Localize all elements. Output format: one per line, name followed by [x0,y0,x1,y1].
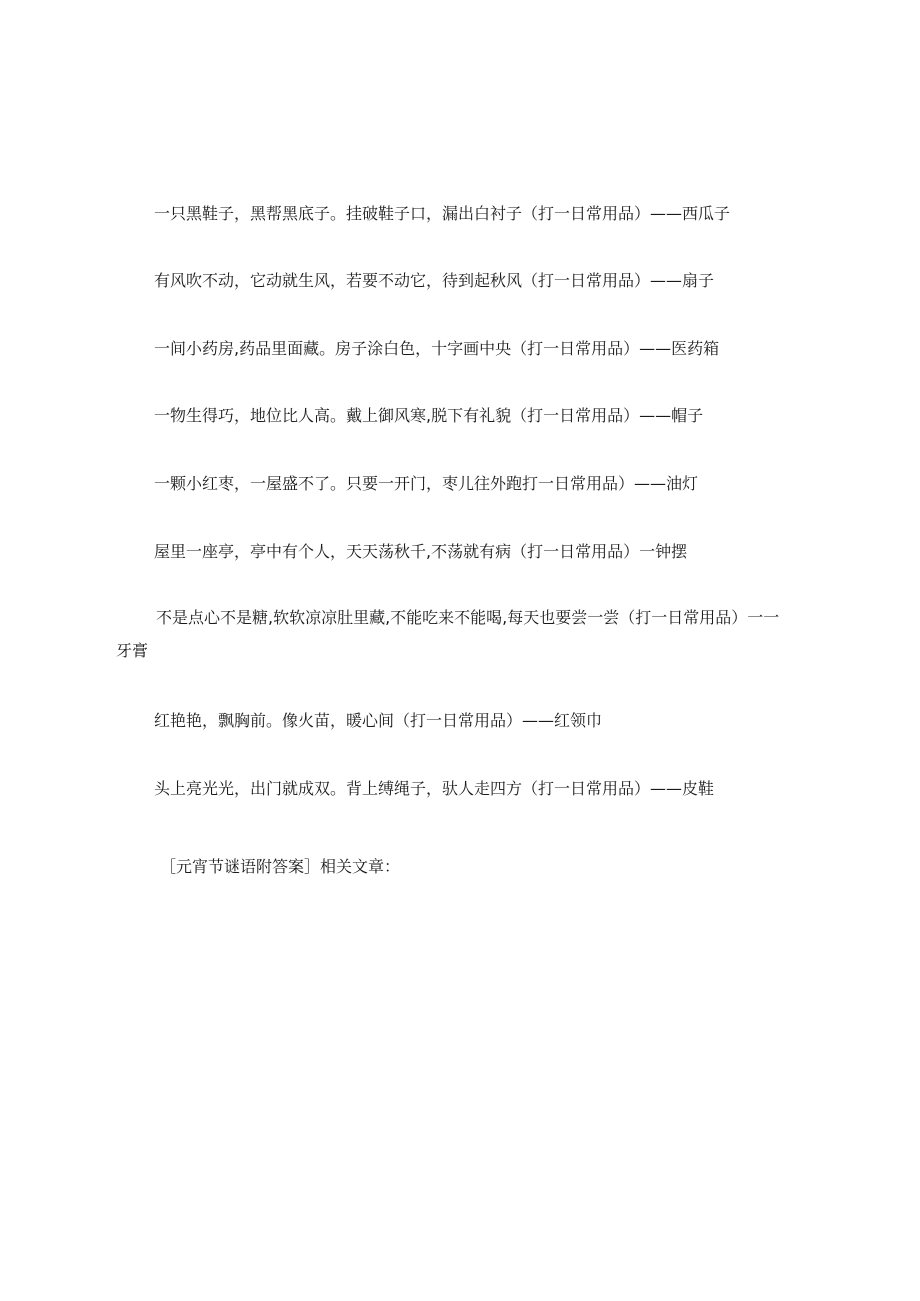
related-articles-label: ［元宵节谜语附答案］相关文章： [160,857,401,876]
riddle-6: 屋里一座亭，亭中有个人，天天荡秋千,不荡就有病（打一日常用品）一钟摆 [154,542,688,561]
riddle-3: 一间小药房,药品里面藏。房子涂白色，十字画中央（打一日常用品）——医药箱 [154,339,720,358]
riddle-1: 一只黑鞋子，黑帮黑底子。挂破鞋子口，漏出白衬子（打一日常用品）——西瓜子 [154,204,731,223]
riddle-8: 红艳艳，飘胸前。像火苗，暖心间（打一日常用品）——红领巾 [154,711,603,730]
riddle-5: 一颗小红枣，一屋盛不了。只要一开门，枣儿往外跑打一日常用品）——油灯 [154,474,699,493]
riddle-9: 头上亮光光，出门就成双。背上缚绳子，驮人走四方（打一日常用品）——皮鞋 [154,779,715,798]
riddle-2: 有风吹不动，它动就生风，若要不动它，待到起秋风（打一日常用品）——扇子 [154,271,715,290]
riddle-7-line-2: 牙膏 [116,641,149,660]
riddle-7-line-1: 不是点心不是糖,软软凉凉肚里藏,不能吃来不能喝,每天也要尝一尝（打一日常用品）一一 [156,608,780,627]
riddle-4: 一物生得巧，地位比人高。戴上御风寒,脱下有礼貌（打一日常用品）——帽子 [154,406,704,425]
riddle-7 [116,607,779,662]
